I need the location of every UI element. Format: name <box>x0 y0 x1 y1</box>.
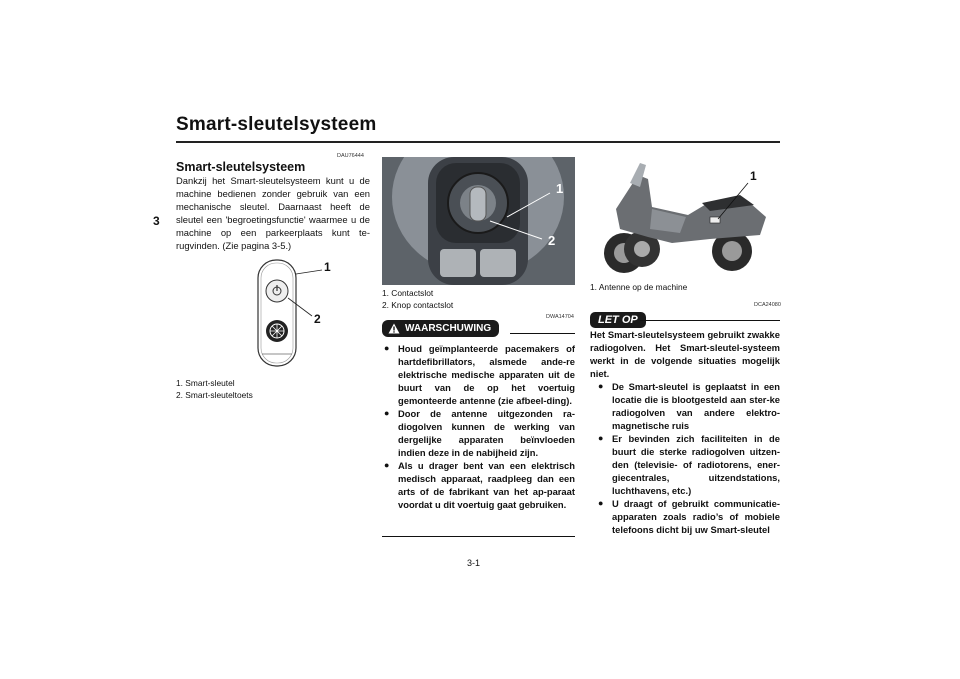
caution-badge: LET OP <box>590 312 646 328</box>
caption-1: 1. Contactslot <box>382 288 434 298</box>
caution-item: ● De Smart-sleutel is geplaatst in een locatie die is blootgesteld aan ster-ke radiogolven van andere elektro-magnetische ruis <box>596 380 780 432</box>
figure-caption: 1. Antenne op de machine <box>590 282 688 292</box>
warning-header <box>382 320 575 339</box>
caption-2: 2. Knop contactslot <box>382 299 454 310</box>
caption-2: 2. Smart-sleuteltoets <box>176 389 253 400</box>
page-title: Smart-sleutelsysteem <box>176 114 377 135</box>
figure-label-2: 2 <box>314 312 321 326</box>
caution-list <box>596 380 780 536</box>
caution-item: ● Er bevinden zich faciliteiten in de buurt die sterke radiogolven uitzen-den (televisie- of radiotorens, ener-giecentrales, uitzendstations, luchthavens, etc.) <box>596 432 780 497</box>
caution-item: ● U draagt of gebruikt communicatie-apparaten zoals radio’s of mobiele telefoons dicht bij uw Smart-sleutel <box>596 497 780 536</box>
ignition-photo <box>382 157 575 285</box>
page-number: 3-1 <box>467 558 481 568</box>
intro-paragraph: Dankzij het Smart-sleutelsysteem kunt u de machine bedienen zonder gebruik van een mechanische sleutel. Daarnaast heeft de sleutel een 'begroetingsfunctie' waarmee u de machine op een parkeerplaats kunt te-rugvinden. (Zie pagina 3-5.) <box>176 175 370 251</box>
figure-label-1: 1 <box>556 181 564 196</box>
header-rule <box>176 141 780 143</box>
warning-code: DWA14704 <box>546 314 574 320</box>
warning-end-rule <box>382 536 575 537</box>
warning-badge <box>382 320 499 337</box>
caution-header <box>590 310 646 328</box>
caution-rule <box>640 320 780 321</box>
warning-item: ● Als u drager bent van een elektrisch medisch apparaat, raadpleeg dan een arts of de fabrikant van het ap-paraat voordat u dit voertuig gaat gebruiken. <box>382 459 575 511</box>
section-code: DAU76444 <box>337 153 364 159</box>
caution-code: DCA24080 <box>754 302 781 308</box>
warning-rule <box>510 333 575 334</box>
chapter-tab <box>128 170 144 420</box>
section-title: Smart-sleutelsysteem <box>176 160 306 174</box>
smart-key-illustration <box>230 258 350 370</box>
caution-intro: Het Smart-sleutelsysteem gebruikt zwakke radiogolven. Het Smart-sleutel-systeem werkt in de volgende situaties mogelijk niet. <box>590 329 780 379</box>
figure-label-2: 2 <box>548 233 556 248</box>
figure-captions <box>176 378 253 401</box>
warning-item: ● Door de antenne uitgezonden ra-diogolven kunnen de werking van dergelijke apparaten beïnvloeden indien deze in de nabijheid zijn. <box>382 407 575 459</box>
warning-item: ● Houd geïmplanteerde pacemakers of hartdefibrillators, alsmede ande-re elektrische medische apparaten uit de buurt van de op het voertuig gemonteerde antenne (zie afbeel-ding). <box>382 342 575 407</box>
figure-captions <box>382 288 453 311</box>
figure-label-1: 1 <box>324 260 331 274</box>
warning-label: WAARSCHUWING <box>405 323 492 334</box>
warning-list <box>382 342 575 511</box>
warning-triangle-icon <box>388 323 400 334</box>
motorcycle-figure <box>590 157 780 279</box>
chapter-number: 3 <box>153 214 160 228</box>
figure-label-1: 1 <box>750 169 757 183</box>
ignition-illustration <box>382 157 575 285</box>
smart-key-figure <box>230 258 350 370</box>
caption-1: 1. Smart-sleutel <box>176 378 235 388</box>
